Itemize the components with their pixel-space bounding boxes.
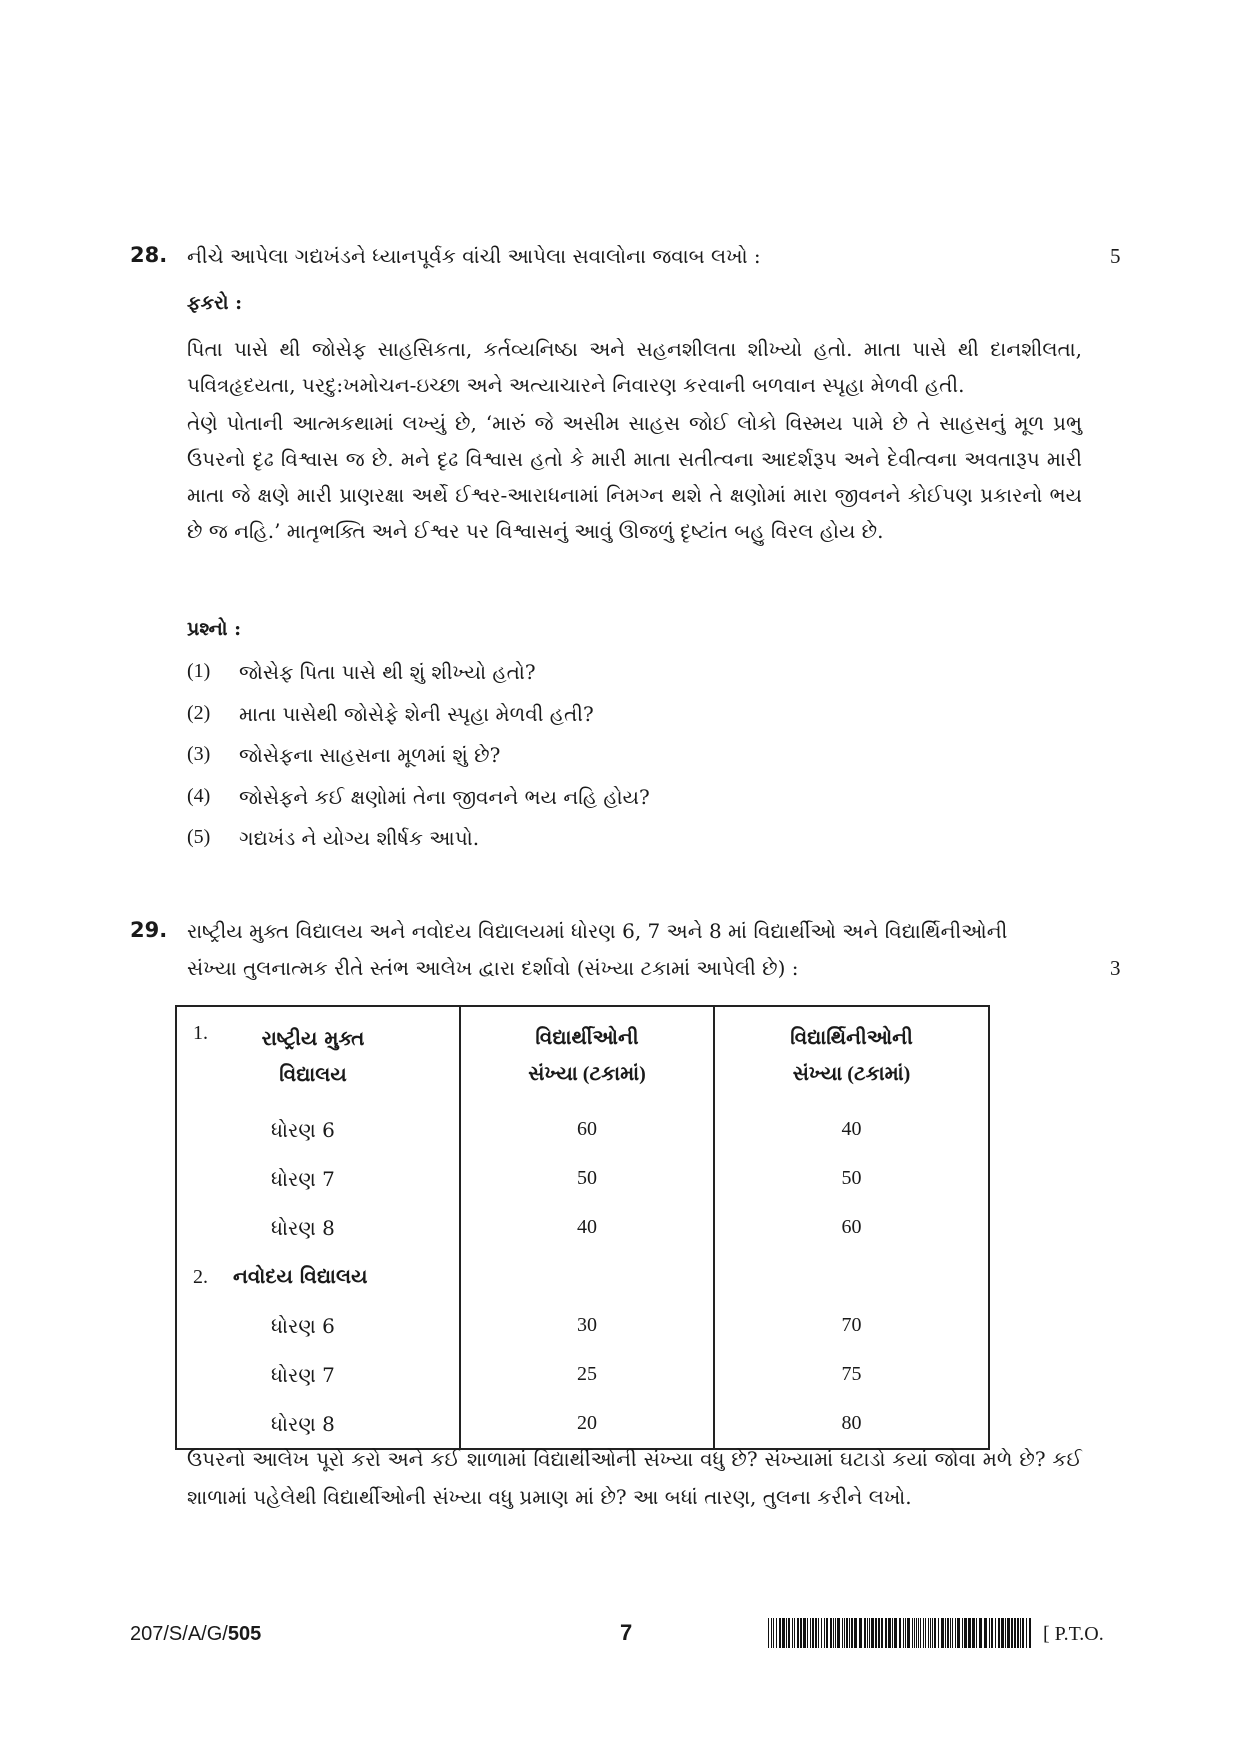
question-item [187,785,1082,827]
barcode-bar [918,1618,919,1648]
barcode-bar [1014,1618,1016,1648]
barcode-bar [923,1618,924,1648]
barcode-bar [892,1618,893,1648]
question-item [187,702,1082,744]
table-header-row [176,1006,989,1105]
barcode-bar [907,1618,910,1648]
barcode-bar [976,1618,977,1648]
barcode-bar [968,1618,971,1648]
barcode-bar [1007,1618,1010,1648]
question-item-text: ગદ્યખંડ ને યોગ્ય શીર્ષક આપો. [239,826,480,850]
question-item [187,743,1082,785]
barcode-bar [821,1618,822,1648]
passage-paragraph-1: પિતા પાસે થી જોસેફ સાહસિકતા, કર્તવ્યનિષ્ઠા અને સહનશીલતા શીખ્યો હતો. માતા પાસે થી દાનશીલતા, પવિત્રહૃદયતા, પરદુ:ખમોચન-ઇચ્છા અને અત્યાચારને નિવારણ કરવાની બળવાન સ્પૃહા મેળવી હતી. [187,337,1082,397]
school2-name: નવોદય વિદ્યાલય [233,1264,368,1288]
girls-column-header [714,1006,989,1105]
barcode-bar [1029,1618,1031,1648]
barcode-bar [792,1618,793,1648]
barcode-bar [812,1618,814,1648]
barcode-bar [957,1618,960,1648]
barcode-bar [979,1618,982,1648]
barcode-bar [864,1618,866,1648]
question-item-number: (1) [187,660,211,682]
school2-header-row [176,1252,989,1301]
girls-header-line-2: સંખ્યા (ટકામાં) [792,1063,911,1085]
barcode-bar [867,1618,868,1648]
question-item-number: (3) [187,743,211,765]
question-number-29: 29. [130,918,168,942]
barcode-bar [851,1618,853,1648]
students-value: 60 [460,1105,714,1154]
question-item-number: (5) [187,826,211,848]
barcode-bar [934,1618,936,1648]
girls-value: 60 [714,1203,989,1252]
barcode-bar [771,1618,772,1648]
school1-number: 1. [193,1022,208,1044]
barcode-bar [833,1618,834,1648]
table-row [176,1203,989,1252]
page-number: 7 [620,1620,633,1645]
question-29-line-2: સંખ્યા તુલનાત્મક રીતે સ્તંભ આલેખ દ્વારા દર્શાવો (સંખ્યા ટકામાં આપેલી છે) : [187,956,799,980]
barcode-bar [1001,1618,1004,1648]
barcode-bar [998,1618,1000,1648]
barcode-bar [859,1618,862,1648]
barcode-bar [1005,1618,1006,1648]
grade-label: ધોરણ 6 [271,1313,335,1338]
question-number-28: 28. [130,243,168,267]
barcode-bar [928,1618,929,1648]
girls-value: 40 [714,1105,989,1154]
barcode-bar [955,1618,956,1648]
question-29-line-1: રાષ્ટ્રીય મુક્ત વિદ્યાલય અને નવોદય વિદ્યાલયમાં ધોરણ 6, 7 અને 8 માં વિદ્યાર્થીઓ અને વિદ્યાર્થિનીઓની [187,919,1008,943]
barcode-bar [797,1618,799,1648]
students-value: 25 [460,1350,714,1399]
barcode-image [768,1618,1033,1648]
barcode-bar [989,1618,990,1648]
table-row [176,1105,989,1154]
school1-name [248,1020,378,1092]
question-item-number: (2) [187,701,211,724]
question-item-text: જોસેફ પિતા પાસે થી શું શીખ્યો હતો? [239,660,536,684]
barcode-bar [952,1618,953,1648]
question-item-text: જોસેફને કઈ ક્ષણોમાં તેના જીવનને ભય નહિ હોય? [239,784,650,809]
school1-name-line-2: વિદ્યાલય [279,1062,347,1086]
barcode-bar [788,1618,790,1648]
girls-value: 75 [714,1350,989,1399]
barcode-bar [826,1618,828,1648]
barcode-bar [950,1618,951,1648]
barcode-bar [869,1618,870,1648]
students-column-header [460,1006,714,1105]
barcode-bar [991,1618,993,1648]
students-value: 50 [460,1154,714,1203]
question-29-marks: 3 [1110,956,1121,980]
barcode-bar [912,1618,913,1648]
barcode-bar [779,1618,781,1648]
students-value: 30 [460,1301,714,1350]
grade-label: ધોરણ 6 [271,1117,335,1142]
question-28-marks: 5 [1110,244,1121,268]
grade-label: ધોરણ 7 [271,1166,335,1191]
student-data-table [175,1005,990,1450]
barcode-bar [773,1618,774,1648]
grade-label: ધોરણ 8 [271,1215,335,1240]
question-item [187,826,1082,868]
barcode-bar [1011,1618,1013,1648]
barcode-bar [1017,1618,1019,1648]
barcode-bar [1022,1618,1024,1648]
question-28-text: નીચે આપેલા ગદ્યખંડને ધ્યાનપૂર્વક વાંચી આપેલા સવાલોના જવાબ લખો : [187,244,761,268]
barcode-bar [894,1618,897,1648]
barcode-bar [786,1618,787,1648]
paper-code-number: 505 [227,1623,262,1645]
barcode-bar [932,1618,933,1648]
barcode-bar [964,1618,967,1648]
barcode-bar [938,1618,939,1648]
questions-heading: પ્રશ્નો : [187,618,242,640]
barcode-bar [854,1618,857,1648]
barcode-bar [810,1618,811,1648]
barcode-bar [768,1618,769,1648]
students-value: 40 [460,1203,714,1252]
barcode-bar [849,1618,850,1648]
barcode-bar [881,1618,883,1648]
barcode-bar [776,1618,777,1648]
barcode-bar [947,1618,949,1648]
girls-value: 70 [714,1301,989,1350]
school1-name-line-1: રાષ્ટ્રીય મુક્ત [261,1026,365,1050]
question-29-closing-text: ઉપરનો આલેખ પૂરો કરો અને કઈ શાળામાં વિદ્યાર્થીઓની સંખ્યા વધુ છે? સંખ્યામાં ઘટાડો કયાં જોવા મળે છે? કઈ શાળામાં પહેલેથી વિદ્યાર્થીઓની સંખ્યા વધુ પ્રમાણ માં છે? આ બધાં તારણ, તુલના કરીને લખો. [187,1447,1082,1509]
girls-value: 80 [714,1399,989,1449]
barcode-bar [930,1618,931,1648]
barcode-bar [972,1618,975,1648]
barcode-bar [1026,1618,1027,1648]
barcode-bar [846,1618,848,1648]
barcode-bar [945,1618,946,1648]
barcode-bar [871,1618,874,1648]
barcode-bar [837,1618,840,1648]
grade-label: ધોરણ 8 [271,1411,335,1436]
barcode-bar [830,1618,832,1648]
question-item [187,660,1082,702]
question-item-text: માતા પાસેથી જોસેફે શેની સ્પૃહા મેળવી હતી? [239,701,594,726]
barcode-bar [824,1618,825,1648]
students-header-line-1: વિદ્યાર્થીઓની [535,1027,639,1049]
barcode-bar [941,1618,944,1648]
barcode-bar [995,1618,996,1648]
barcode-bar [875,1618,877,1648]
girls-header-line-1: વિદ્યાર્થિનીઓની [790,1027,913,1049]
barcode-bar [984,1618,987,1648]
barcode-bar [903,1618,904,1648]
barcode-bar [1020,1618,1021,1648]
table-row [176,1301,989,1350]
students-header-line-2: સંખ્યા (ટકામાં) [528,1063,646,1085]
barcode-bar [905,1618,906,1648]
barcode-bar [815,1618,817,1648]
barcode-bar [842,1618,843,1648]
barcode-bar [878,1618,880,1648]
barcode-bar [807,1618,808,1648]
students-value: 20 [460,1399,714,1449]
barcode-bar [914,1618,915,1648]
passage-paragraph-2: તેણે પોતાની આત્મકથામાં લખ્યું છે, ‘મારું જે અસીમ સાહસ જોઈ લોકો વિસ્મય પામે છે તે સાહસનું મૂળ પ્રભુ ઉપરનો દૃઢ વિશ્વાસ જ છે. મને દૃઢ વિશ્વાસ હતો કે મારી માતા સતીત્વના આદર્શરૂપ અને દેવીત્વના અવતારૂપ મારી માતા જે ક્ષણે મારી પ્રાણરક્ષા અર્થે ઈશ્વર-આરાધનામાં નિમગ્ન થશે તે ક્ષણોમાં મારા જીવનને કોઈપણ પ્રકારનો ભય છે જ નહિ.’ માતૃભક્તિ અને ઈશ્વર પર વિશ્વાસનું આવું ઊજળું દૃષ્ટાંત બહુ વિરલ હોય છે. [187,411,1082,543]
question-item-text: જોસેફના સાહસના મૂળમાં શું છે? [239,743,501,767]
table-row [176,1350,989,1399]
barcode-bar [899,1618,901,1648]
barcode-bar [782,1618,785,1648]
barcode-bar [920,1618,921,1648]
school2-number: 2. [193,1266,208,1288]
girls-value: 50 [714,1154,989,1203]
passage-heading: ફકરો : [187,292,243,314]
questions-list [187,660,1082,868]
barcode-bar [800,1618,802,1648]
table-row [176,1154,989,1203]
barcode-bar [818,1618,819,1648]
paper-code [130,1623,261,1646]
school1-header-cell [176,1006,460,1105]
barcode-bar [962,1618,963,1648]
paper-code-prefix: 207/S/A/G/ [130,1623,228,1645]
barcode-bar [835,1618,836,1648]
barcode-bar [844,1618,845,1648]
barcode-bar [888,1618,891,1648]
barcode-bar [794,1618,795,1648]
question-item-number: (4) [187,784,211,807]
barcode-bar [925,1618,926,1648]
barcode-bar [916,1618,917,1648]
barcode-bar [803,1618,806,1648]
barcode-bar [885,1618,887,1648]
pto-label: [ P.T.O. [1043,1623,1104,1645]
grade-label: ધોરણ 7 [271,1362,335,1387]
